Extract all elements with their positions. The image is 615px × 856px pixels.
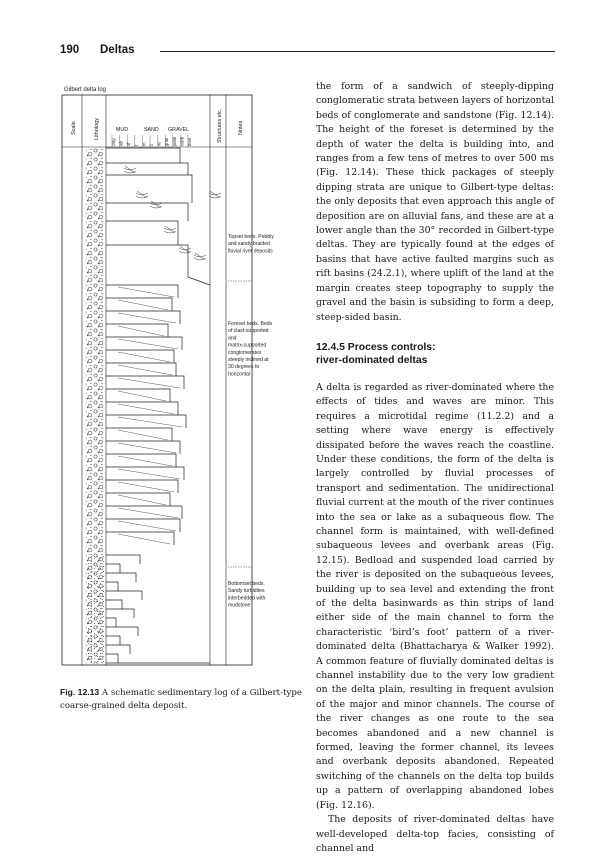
note-line: 30 degrees to	[228, 364, 260, 371]
foreset-inclined-lamina	[118, 300, 168, 310]
note-line: Bottomset beds.	[228, 581, 265, 587]
bottomset-bed	[106, 627, 138, 636]
foreset-inclined-lamina	[118, 508, 178, 518]
note-line: Topset beds. Pebbly	[228, 234, 274, 240]
cross-bedding-symbol	[124, 166, 136, 173]
grain-group-label: SAND	[144, 127, 159, 133]
bottomset-bed	[106, 609, 134, 618]
topset-bed	[106, 148, 180, 163]
body-text-column	[316, 80, 554, 856]
bottomset-bed	[106, 555, 140, 564]
grain-size-label: c	[149, 143, 154, 146]
bottomset-bed	[106, 564, 120, 573]
bottomset-bed	[106, 645, 130, 654]
grain-size-label: gran	[164, 137, 170, 146]
cross-bedding-symbol	[136, 191, 148, 198]
note-line: and	[228, 335, 237, 342]
heading-line-1: 12.4.5 Process controls:	[316, 341, 436, 353]
note-line: Sandy turbidites	[228, 588, 265, 595]
note-line: horizontal	[228, 371, 251, 378]
note-line: fluvial river deposits	[228, 248, 273, 255]
caption-text: A schematic sedimentary log of a Gilbert-type coarse-grained delta deposit.	[60, 688, 302, 711]
section-heading	[316, 341, 554, 367]
note-line: and sandy braided	[228, 241, 270, 248]
note-line: mudstone	[228, 602, 251, 609]
grain-size-label: vc	[156, 141, 162, 146]
foreset-inclined-lamina	[118, 326, 164, 336]
sedimentary-log-svg	[60, 85, 305, 680]
foreset-inclined-lamina	[118, 495, 166, 505]
foreset-inclined-lamina	[118, 365, 172, 375]
grain-size-label: f	[133, 144, 139, 146]
grain-size-label: clay	[111, 138, 116, 146]
bottomset-bed	[106, 582, 118, 591]
foreset-inclined-lamina	[118, 378, 180, 388]
grain-group-label: GRAVEL	[168, 127, 190, 133]
grain-size-label: vf	[126, 142, 132, 146]
foreset-inclined-lamina	[118, 391, 166, 401]
cross-bedding-symbol	[209, 191, 221, 198]
page-header	[60, 44, 555, 60]
grain-size-label: m	[141, 142, 147, 146]
foreset-inclined-lamina	[118, 417, 182, 427]
cross-bedding-symbol	[194, 253, 206, 260]
caption-label: Fig. 12.13	[60, 687, 100, 697]
bottomset-bed	[106, 654, 118, 663]
foreset-inclined-lamina	[118, 404, 174, 414]
foreset-inclined-lamina	[118, 469, 180, 479]
paragraph-deposits: The deposits of river-dominated deltas have well-developed delta-top facies, consisting of channel and	[316, 814, 554, 854]
grain-group-label: MUD	[116, 127, 129, 133]
note-line: of clast-supported	[228, 328, 269, 335]
grain-size-label: pebb	[171, 136, 177, 146]
heading-line-2: river-dominated deltas	[316, 354, 428, 366]
bottomset-bed	[106, 591, 142, 600]
topset-bed	[106, 245, 188, 277]
foreset-inclined-lamina	[118, 287, 174, 297]
log-title: Gilbert delta log	[64, 87, 107, 93]
note-line: steeply inclined at	[228, 357, 269, 363]
note-line: matrix-supported	[228, 342, 267, 349]
note-line: conglomerates	[228, 349, 262, 356]
foreset-inclined-lamina	[118, 339, 178, 349]
sedimentary-log-figure	[60, 85, 305, 680]
foreset-inclined-lamina	[118, 456, 172, 466]
running-title: Deltas	[100, 44, 135, 56]
foreset-inclined-lamina	[118, 534, 170, 544]
note-line: Foreset beds. Beds	[228, 321, 273, 327]
page-number: 190	[60, 44, 80, 56]
foreset-inclined-lamina	[118, 313, 176, 323]
topset-bed	[106, 221, 178, 245]
cross-bedding-symbol	[150, 201, 162, 208]
paragraph-gilbert-foresets: the form of a sandwich of steeply-dipping conglomeratic strata between layers of horizontal beds of conglomerate and sandstone (Fig. 12.14). The height of the foreset is determined by the depth of water the delta is building into, and ranges from a few tens of metres to over 500 ms (Fig. 12.14). These thick packages of steeply dipping strata are unique to Gilbert-type deltas: the only deposits that even approach this angle of deposition are on alluvial fans, and these are at a lower angle than the 30° recorded in Gilbert-type deltas. They are typically found at the edges of basins that have active faulted margins such as rift basins (24.2.1), where uplift of the land at the margin creates steep topography to supply the gravel and the basin is subsiding to form a deep, steep-sided basin.	[316, 81, 554, 323]
bed-connector	[188, 277, 210, 285]
figure-caption	[60, 686, 305, 713]
bottomset-bed	[106, 573, 136, 582]
foreset-inclined-lamina	[118, 430, 168, 440]
column-lithology-header: Lithology	[94, 117, 100, 140]
foreset-inclined-lamina	[118, 352, 170, 362]
foreset-inclined-lamina	[118, 443, 176, 453]
cross-bedding-symbol	[164, 226, 176, 233]
column-notes-header: Notes	[238, 120, 244, 135]
topset-bed	[106, 203, 188, 221]
bottomset-bed	[106, 636, 120, 645]
foreset-inclined-lamina	[118, 482, 174, 492]
bottomset-bed	[106, 600, 122, 609]
column-scale-header: Scale	[71, 121, 77, 135]
topset-bed	[106, 163, 188, 175]
paragraph-river-dominated: A delta is regarded as river-dominated where the effects of tides and waves are minor. This requires a microtidal regime (11.2.2) and a setting where wave energy is effectively dissipated before the waves reach the coastline. Under these conditions, the form of the delta is largely controlled by fluvial processes of transport and sedimentation. The unidirectional fluvial current at the mouth of the river continues into the sea or lake as a subaqueous flow. The channel form is maintained, with well-defined subaqueous levees and overbank areas (Fig. 12.15). Bedload and suspended load carried by the river is deposited on the subaqueous levees, building up to sea level and extending the front of the delta basinwards as thin strips of land either side of the main channel to form the characteristic ‘bird’s foot’ pattern of a river-dominated delta (Bhattacharya & Walker 1992). A common feature of fluvially dominated deltas is channel instability due to the very low gradient on the delta plain, resulting in frequent avulsion of the major and minor channels. The course of the river changes as one route to the sea becomes abandoned and a new channel is formed, leaving the former channel, its levees and overbank deposits abandoned. Repeated switching of the channels on the delta top builds up a pattern of overlapping abandoned lobes (Fig. 12.16).	[316, 381, 554, 811]
bottomset-bed	[106, 618, 116, 627]
header-rule	[160, 51, 555, 52]
grain-size-label: boul	[187, 138, 192, 146]
column-structures-header: Structures etc.	[217, 108, 223, 143]
grain-size-label: cobb	[179, 136, 185, 146]
topset-bed	[106, 175, 192, 203]
note-line: interbedded with	[228, 595, 266, 602]
grain-size-label: silt	[118, 140, 124, 146]
cross-bedding-symbol	[179, 246, 191, 253]
foreset-inclined-lamina	[118, 521, 176, 531]
